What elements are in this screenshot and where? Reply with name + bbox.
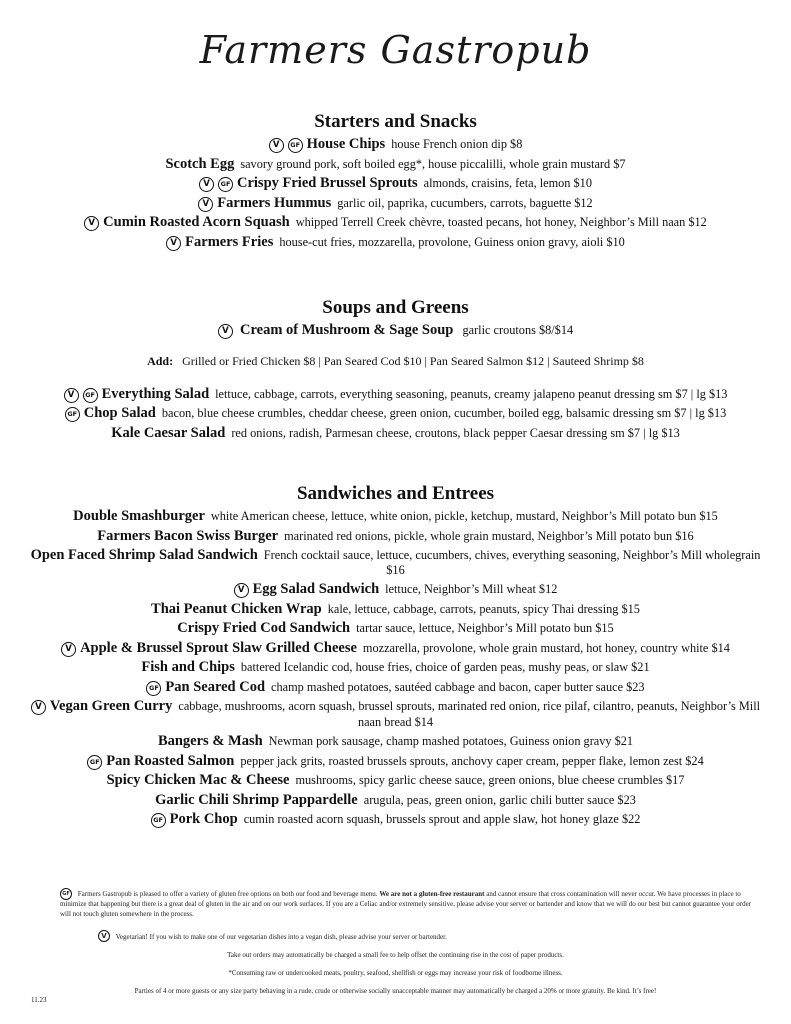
item-desc: garlic oil, paprika, cucumbers, carrots, baguette $12 [337, 195, 593, 210]
item-desc: house-cut fries, mozzarella, provolone, Guiness onion gravy, aioli $10 [279, 234, 625, 249]
item-desc: pepper jack grits, roasted brussels sprouts, anchovy caper cream, pepper flake, lemon zest $24 [240, 753, 704, 768]
item-name: Cumin Roasted Acorn Squash [103, 214, 290, 230]
parties-note: Parties of 4 or more guests or any size party behaving in a rude, crude or otherwise socially unacceptable manner may automatically be charged a 20% or more gratuity. Be kind. It’s free! [134, 987, 657, 995]
vegetarian-icon: V [218, 324, 233, 339]
menu-item [0, 546, 791, 580]
item-name: Spicy Chicken Mac & Cheese [106, 772, 290, 788]
add-text: Grilled or Fried Chicken $8 | Pan Seared Cod $10 | Pan Seared Salmon $12 | Sauteed Shrimp $8 [182, 353, 644, 368]
item-desc: mozzarella, provolone, whole grain mustard, hot honey, country white $14 [362, 640, 730, 655]
soups-heading: Soups and Greens [322, 297, 469, 318]
item-name: Pan Roasted Salmon [106, 752, 235, 769]
vegetarian-icon: V [269, 138, 284, 153]
item-name: Double Smashburger [73, 508, 205, 524]
item-name: Cream of Mushroom & Sage Soup [239, 322, 454, 338]
add-label: Add: [147, 353, 174, 368]
menu-item [0, 678, 791, 698]
item-desc: red onions, radish, Parmesan cheese, croutons, black pepper Caesar dressing sm $7 | lg $13 [231, 425, 680, 440]
menu-item [0, 155, 791, 175]
menu-item [0, 697, 791, 732]
veg-text: Vegetarian! If you wish to make one of our vegetarian dishes into a vegan dish, please advise your server or bartender. [115, 933, 447, 941]
item-name: Pork Chop [169, 811, 238, 827]
item-desc: white American cheese, lettuce, white onion, pickle, ketchup, mustard, Neighbor’s Mill potato bun $15 [210, 509, 718, 523]
item-desc: tartar sauce, lettuce, Neighbor’s Mill potato bun $15 [356, 621, 614, 635]
item-desc: cabbage, mushrooms, acorn squash, brussel sprouts, marinated red onion, rice pilaf, cilantro, peanuts, Neighbor’s Mill naan bread $14 [178, 699, 761, 729]
vegetarian-icon: V [31, 700, 46, 715]
sandwiches-list [0, 507, 791, 830]
raw-note: *Consuming raw or undercooked meats, poultry, seafood, shellfish or eggs may increase your risk of foodborne illness. [228, 969, 563, 977]
item-desc: cumin roasted acorn squash, brussels sprout and apple slaw, hot honey glaze $22 [243, 812, 641, 826]
item-desc: battered Icelandic cod, house fries, choice of garden peas, mushy peas, or slaw $21 [240, 660, 650, 674]
item-desc: kale, lettuce, cabbage, carrots, peanuts, spicy Thai dressing $15 [327, 601, 640, 616]
starters-section [0, 111, 791, 252]
menu-item [0, 639, 791, 659]
vegetarian-icon: V [234, 583, 249, 598]
menu-item [0, 600, 791, 620]
menu-item [0, 527, 791, 547]
item-name: Garlic Chili Shrimp Pappardelle [155, 791, 358, 808]
menu-item [0, 385, 791, 405]
menu-item [0, 580, 791, 600]
starters-list [0, 135, 791, 252]
gluten-free-icon: GF [151, 813, 166, 828]
menu-item [0, 658, 791, 678]
item-desc: almonds, craisins, feta, lemon $10 [423, 176, 592, 190]
item-name: Farmers Fries [185, 233, 274, 250]
gf-note [60, 888, 760, 919]
salads-list [0, 385, 791, 444]
item-name: Open Faced Shrimp Salad Sandwich [30, 547, 258, 563]
vegetarian-icon: V [198, 197, 213, 212]
item-desc: marinated red onions, pickle, whole grain mustard, Neighbor’s Mill potato bun $16 [284, 528, 694, 543]
item-desc: mushrooms, spicy garlic cheese sauce, green onions, blue cheese crumbles $17 [295, 773, 685, 787]
item-name: Crispy Fried Cod Sandwich [177, 620, 351, 636]
item-desc: savory ground pork, soft boiled egg*, house piccalilli, whole grain mustard $7 [240, 156, 626, 171]
page-title: Farmers Gastropub [199, 28, 592, 72]
item-desc: Newman pork sausage, champ mashed potatoes, Guiness onion gravy $21 [268, 734, 634, 748]
gluten-free-icon: GF [288, 138, 303, 153]
item-name: Thai Peanut Chicken Wrap [151, 600, 322, 617]
version-label: 11.23 [31, 996, 47, 1004]
add-ons [0, 351, 791, 371]
item-name: Chop Salad [83, 405, 156, 421]
menu-item [0, 619, 791, 639]
sandwiches-heading: Sandwiches and Entrees [296, 483, 495, 504]
gluten-free-icon: GF [87, 755, 102, 770]
item-name: Fish and Chips [141, 659, 235, 675]
item-desc: whipped Terrell Creek chèvre, toasted pecans, hot honey, Neighbor’s Mill naan $12 [295, 215, 707, 229]
gluten-free-icon: GF [83, 388, 98, 403]
item-desc: champ mashed potatoes, sautéed cabbage and bacon, caper butter sauce $23 [271, 679, 645, 694]
vegetarian-icon: V [98, 930, 110, 942]
menu-item [0, 404, 791, 424]
menu-item [0, 752, 791, 772]
menu-item [0, 791, 791, 811]
gf-text-2: and cannot ensure that cross contamination will never occur. We have processes in place to minimize that happening but there is a great deal of gluten in the air and on our work surfaces. If you are a Celiac and/or extremely sensitive, please advise your server or bartender and know that we will do our best but cannot guarantee your order will not touch gluten somewhere in the process. [60, 890, 752, 918]
item-name: Pan Seared Cod [165, 678, 266, 695]
item-name: Egg Salad Sandwich [252, 581, 380, 597]
item-desc: house French onion dip $8 [391, 137, 523, 151]
item-name: Bangers & Mash [157, 733, 263, 749]
vegetarian-icon: V [61, 642, 76, 657]
item-name: Everything Salad [101, 385, 210, 402]
sandwiches-section [0, 483, 791, 830]
vegetarian-icon: V [199, 177, 214, 192]
menu-item [0, 507, 791, 527]
gluten-free-icon: GF [218, 177, 233, 192]
starters-heading: Starters and Snacks [314, 111, 477, 132]
item-desc: lettuce, cabbage, carrots, everything seasoning, peanuts, creamy jalapeno peanut dressing sm $7 | lg $13 [215, 386, 728, 401]
takeout-note: Take out orders may automatically be charged a small fee to help offset the continuing rise in the cost of paper products. [227, 951, 564, 959]
item-desc: lettuce, Neighbor’s Mill wheat $12 [385, 582, 558, 596]
soup-item [0, 321, 791, 341]
gluten-free-icon: GF [60, 888, 72, 900]
menu-item [0, 810, 791, 830]
item-desc: arugula, peas, green onion, garlic chili butter sauce $23 [363, 792, 636, 807]
menu-item [0, 135, 791, 155]
menu-item [0, 174, 791, 194]
menu-item [0, 233, 791, 253]
item-name: Vegan Green Curry [49, 698, 173, 714]
gf-bold: We are not a gluten-free restaurant [379, 890, 485, 898]
gluten-free-icon: GF [65, 407, 80, 422]
vegetarian-icon: V [166, 236, 181, 251]
item-name: House Chips [306, 136, 386, 152]
soups-section [0, 297, 791, 443]
veg-note [98, 930, 698, 943]
item-name: Farmers Bacon Swiss Burger [97, 527, 279, 544]
menu-item [0, 732, 791, 752]
item-name: Kale Caesar Salad [111, 424, 226, 441]
menu-item [0, 424, 791, 444]
menu-item [0, 213, 791, 233]
item-desc: bacon, blue cheese crumbles, cheddar cheese, green onion, cucumber, boiled egg, balsamic dressing sm $7 | lg $13 [161, 406, 727, 420]
item-name: Scotch Egg [165, 155, 235, 172]
item-name: Crispy Fried Brussel Sprouts [237, 175, 418, 191]
vegetarian-icon: V [64, 388, 79, 403]
menu-item [0, 194, 791, 214]
item-name: Apple & Brussel Sprout Slaw Grilled Cheese [80, 639, 357, 656]
item-desc: garlic croutons $8/$14 [462, 323, 574, 337]
gluten-free-icon: GF [146, 681, 161, 696]
gf-text-1: Farmers Gastropub is pleased to offer a variety of gluten free options on both our food and beverage menu. [77, 890, 378, 898]
item-name: Farmers Hummus [217, 194, 332, 211]
item-desc: French cocktail sauce, lettuce, cucumbers, chives, everything seasoning, Neighbor’s Mill wholegrain $16 [263, 548, 761, 577]
vegetarian-icon: V [84, 216, 99, 231]
menu-item [0, 771, 791, 791]
